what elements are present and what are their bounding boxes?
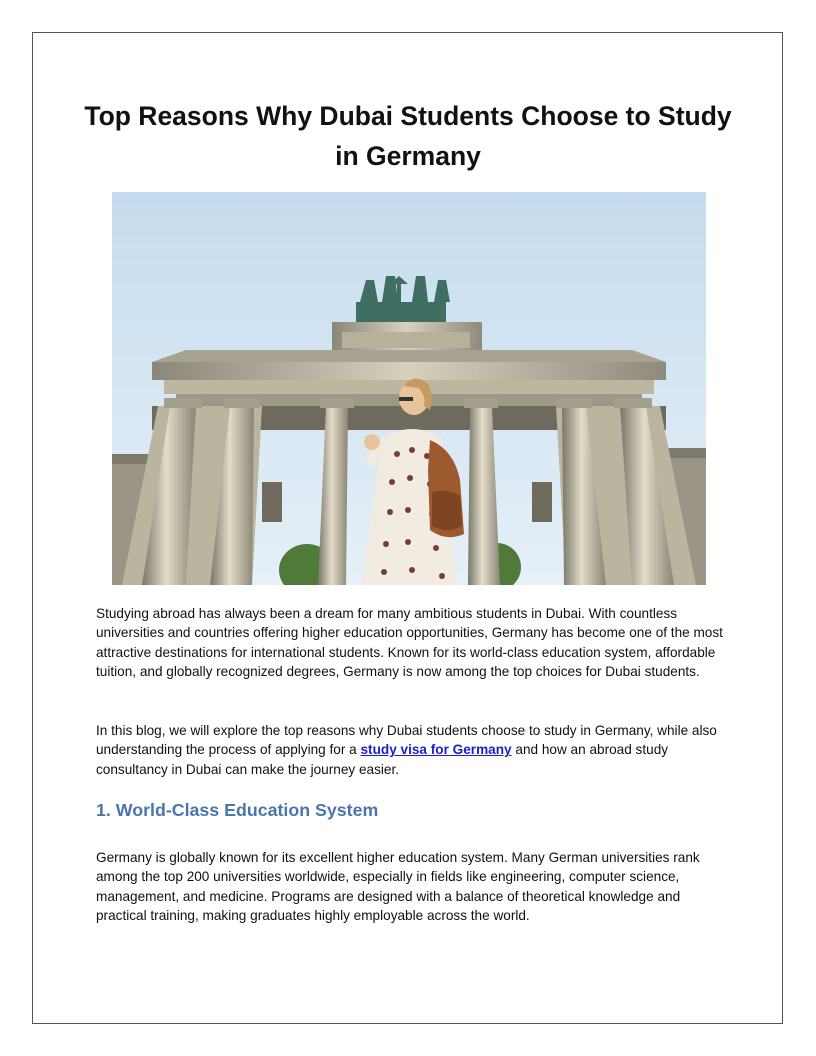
study-visa-germany-link[interactable]: study visa for Germany <box>360 742 512 758</box>
blog-paragraph <box>96 721 726 779</box>
blog-paragraph-start: In this blog, we will explore the top reasons why Dubai students choose to study in Germany, <box>96 723 654 738</box>
section-heading: 1. World-Class Education System <box>96 800 379 820</box>
section-paragraph: Germany is globally known for its excellent higher education system. Many German universities rank among the top 200 universities worldwide, especially in fields like engineering, computer science, management, and medicine. Programs are designed with a balance of theoretical knowledge and practical training, making graduates highly employable across the world. <box>96 850 700 924</box>
hero-image <box>112 192 706 585</box>
intro-paragraph: Studying abroad has always been a dream for many ambitious students in Dubai. With countless universities and countries offering higher education opportunities, Germany has become one of the most attractive destinations for international students. Known for its world-class education system, affordable tuition, and globally recognized degrees, Germany is now among the top choices for Dubai students. <box>96 606 723 680</box>
blog-paragraph-middle: while also understanding the process of applying for a <box>96 723 717 758</box>
brandenburg-gate-photo <box>112 192 706 585</box>
blog-paragraph-end: and how an abroad study consultancy in Dubai can make the journey easier. <box>96 742 669 777</box>
page-title: Top Reasons Why Dubai Students Choose to Study in Germany <box>84 101 732 171</box>
